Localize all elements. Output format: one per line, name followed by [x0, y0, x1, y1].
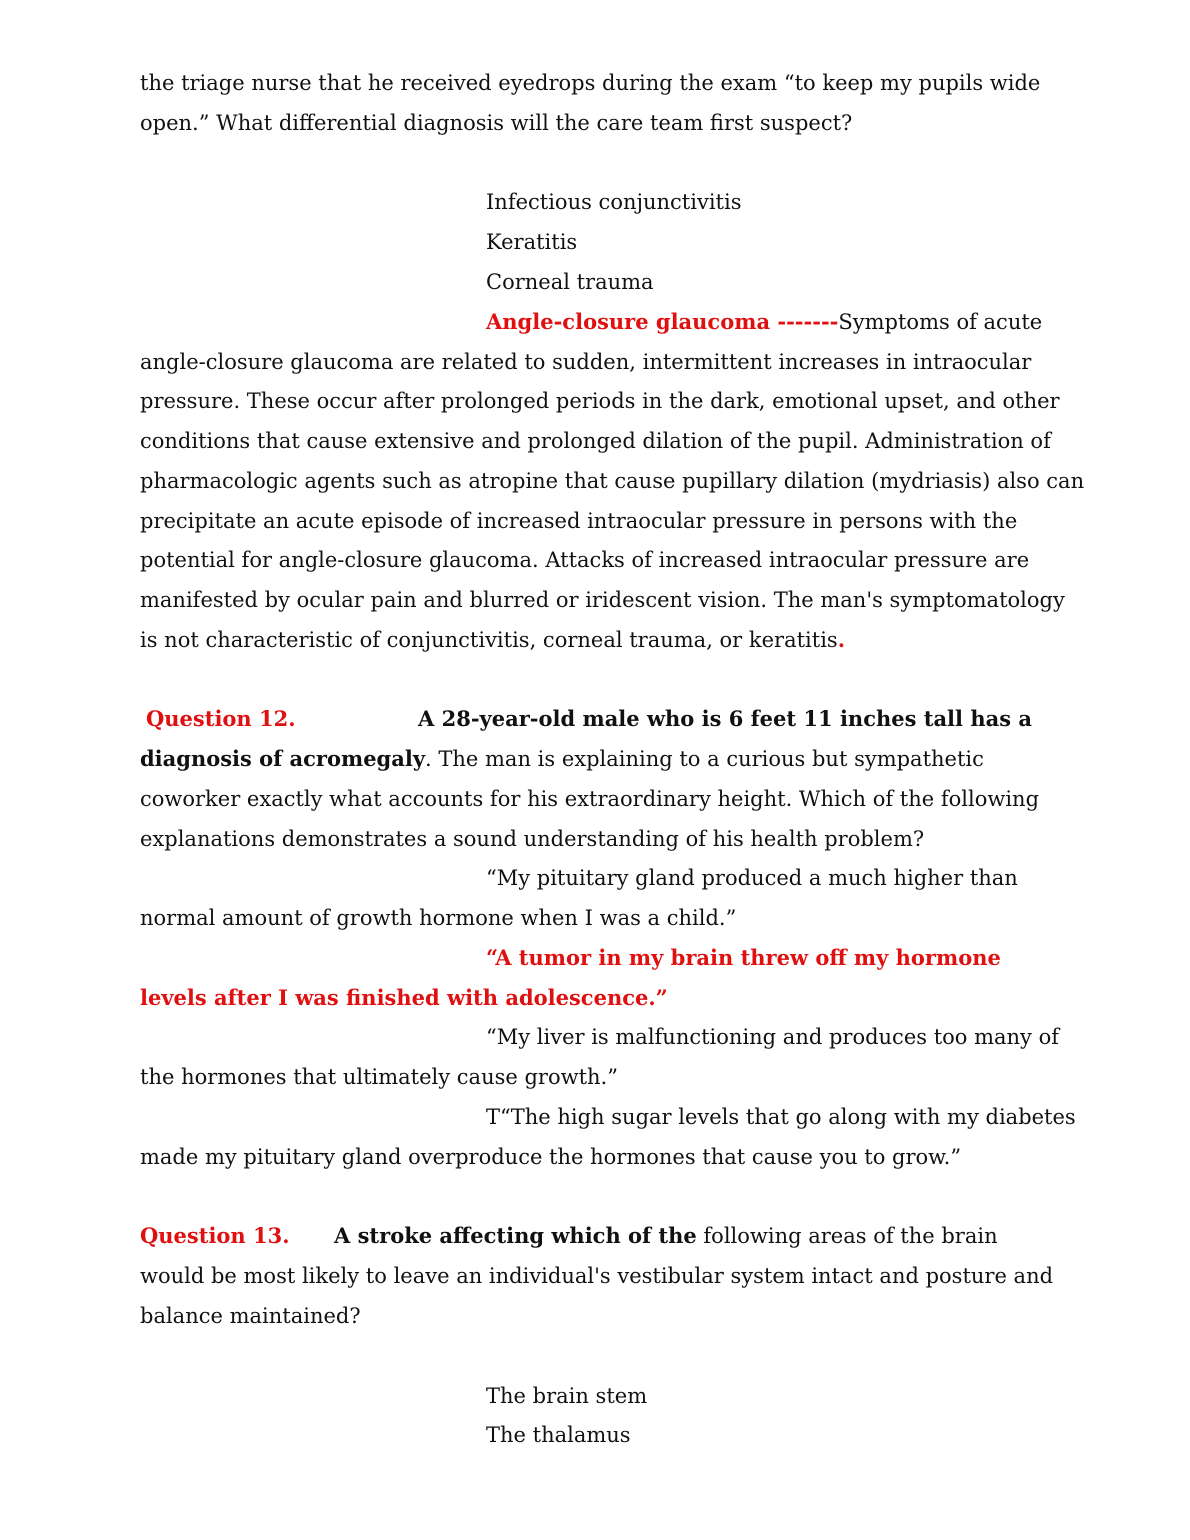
q11-answer-line [486, 308, 1042, 336]
q12-label [146, 705, 296, 733]
q11-rationale-line: precipitate an acute episode of increased intraocular pressure in persons with the [140, 509, 1018, 533]
q12-stem-bold: A 28-year-old male who is 6 feet 11 inches tall has a [418, 706, 1032, 731]
q12-question-label: Question 12. [146, 706, 296, 731]
q13-stem-line: balance maintained? [140, 1304, 361, 1328]
q12-option-d-cont: made my pituitary gland overproduce the hormones that cause you to grow.” [140, 1145, 962, 1169]
q11-rationale-start: Symptoms of acute [838, 310, 1043, 334]
q13-question-label: Question 13. [140, 1223, 290, 1248]
q13-label [140, 1222, 290, 1250]
q13-stem-line: would be most likely to leave an individual's vestibular system intact and posture and [140, 1264, 1054, 1288]
q12-correct-answer-cont: levels after I was finished with adolescence.” [140, 985, 668, 1010]
q11-stem-line: open.” What differential diagnosis will the care team first suspect? [140, 111, 853, 135]
q11-stem-line: the triage nurse that he received eyedrops during the exam “to keep my pupils wide [140, 71, 1041, 95]
q12-option-d: T“The high sugar levels that go along with my diabetes [486, 1105, 1076, 1129]
q12-option-c-cont: the hormones that ultimately cause growth.” [140, 1065, 618, 1089]
q12-option-c: “My liver is malfunctioning and produces too many of [486, 1025, 1060, 1049]
q11-rationale-last: is not characteristic of conjunctivitis, corneal trauma, or keratitis [140, 628, 838, 652]
q13-stem-bold: A stroke affecting which of the [334, 1223, 697, 1248]
q11-rationale-line: manifested by ocular pain and blurred or iridescent vision. The man's symptomatology [140, 588, 1065, 612]
q13-option: The thalamus [486, 1423, 631, 1447]
q11-correct-answer: Angle-closure glaucoma ------- [486, 309, 839, 334]
q11-rationale-line: potential for angle-closure glaucoma. Attacks of increased intraocular pressure are [140, 548, 1030, 572]
q12-stem-line: explanations demonstrates a sound understanding of his health problem? [140, 827, 925, 851]
q11-option: Corneal trauma [486, 270, 654, 294]
q12-correct-answer: “A tumor in my brain threw off my hormone [486, 945, 1001, 970]
q13-stem-rest: following areas of the brain [696, 1224, 998, 1248]
q11-option: Keratitis [486, 230, 578, 254]
q11-rationale-period: . [837, 627, 846, 652]
q12-stem-line [140, 745, 984, 773]
q11-rationale-line: conditions that cause extensive and prolonged dilation of the pupil. Administration of [140, 429, 1051, 453]
q12-option-a: “My pituitary gland produced a much higher than [486, 866, 1018, 890]
q13-stem-first [334, 1222, 998, 1250]
q11-rationale-line: pressure. These occur after prolonged periods in the dark, emotional upset, and other [140, 389, 1060, 413]
q12-stem-rest: . The man is explaining to a curious but sympathetic [425, 747, 984, 771]
q12-stem-line: coworker exactly what accounts for his extraordinary height. Which of the following [140, 787, 1040, 811]
q12-stem-bold-2: diagnosis of acromegaly [140, 746, 426, 771]
q12-option-a-cont: normal amount of growth hormone when I was a child.” [140, 906, 737, 930]
q13-option: The brain stem [486, 1384, 648, 1408]
q11-option: Infectious conjunctivitis [486, 190, 742, 214]
q11-rationale-line [140, 626, 845, 654]
q11-rationale-line: pharmacologic agents such as atropine that cause pupillary dilation (mydriasis) also can [140, 469, 1085, 493]
q11-rationale-line: angle-closure glaucoma are related to sudden, intermittent increases in intraocular [140, 350, 1032, 374]
